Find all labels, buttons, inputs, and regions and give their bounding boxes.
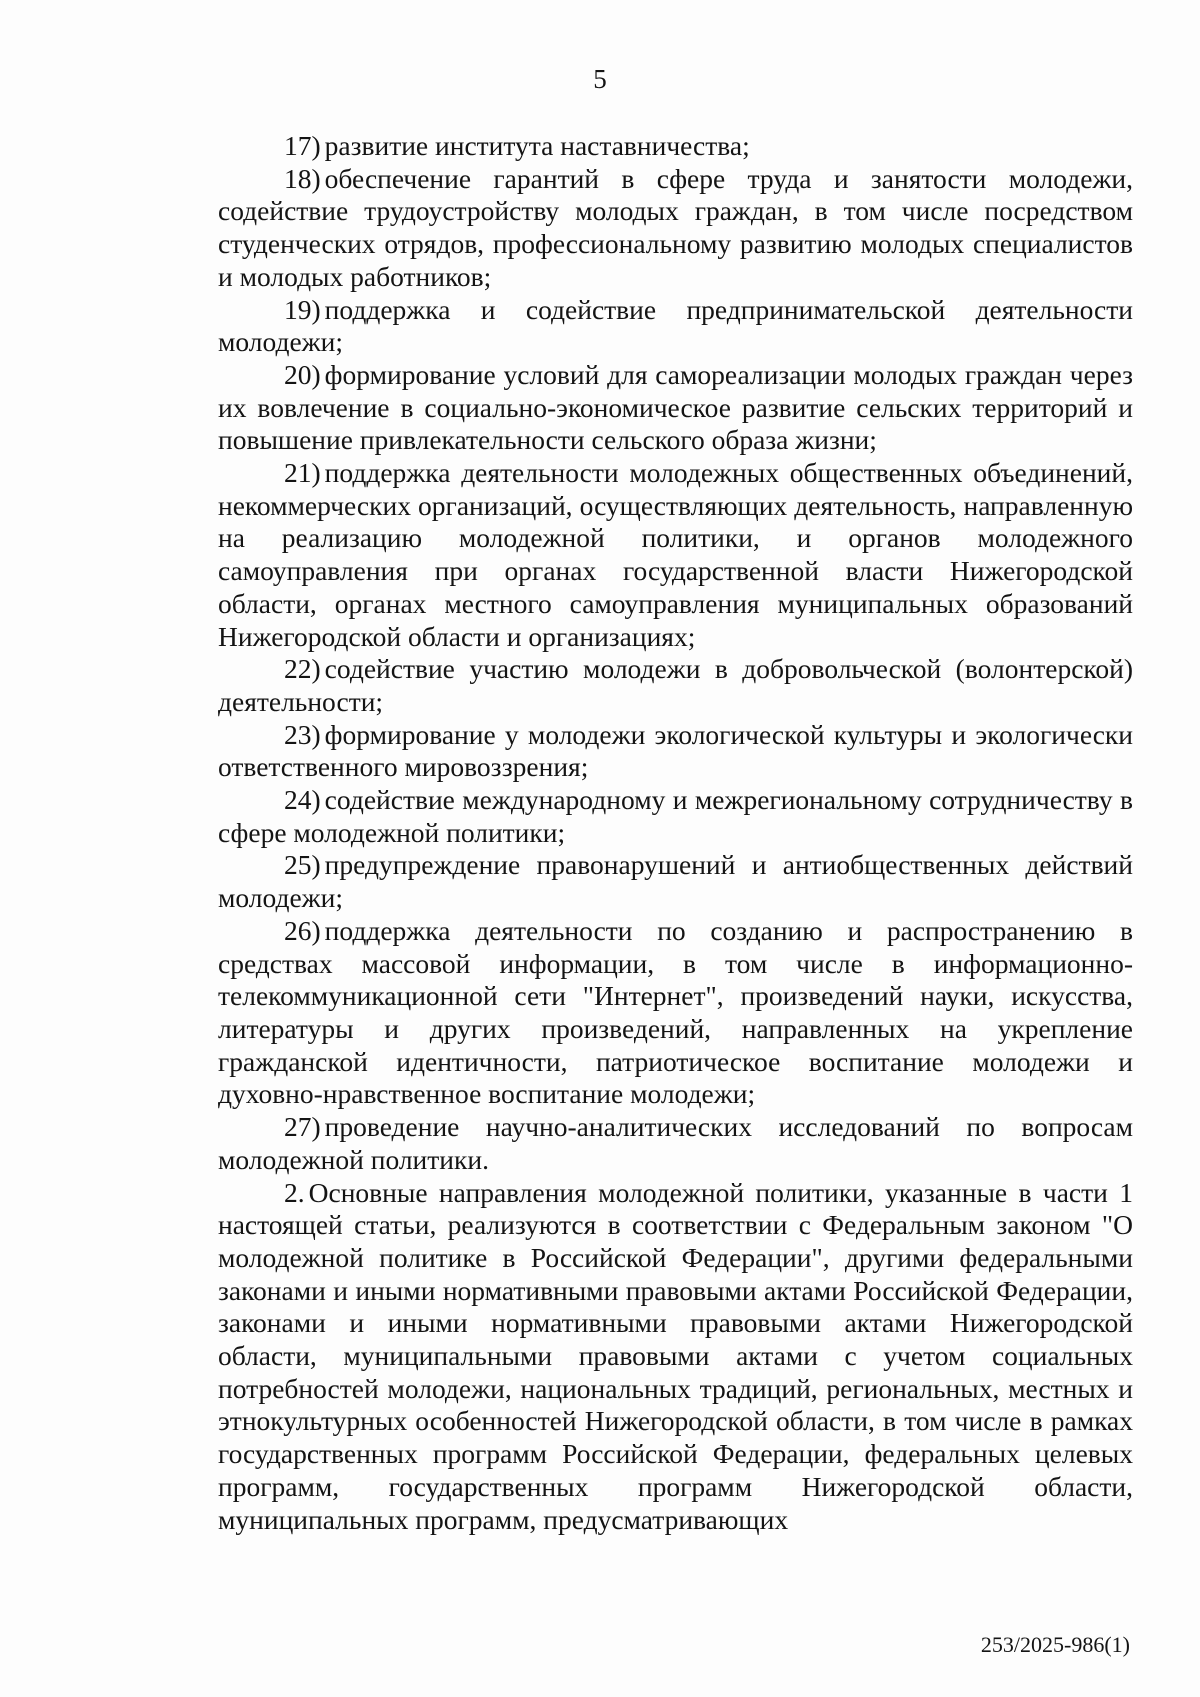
item-number: 19) xyxy=(284,293,321,325)
list-item xyxy=(218,653,1133,718)
item-text: формирование у молодежи экологической культуры и экологически ответственного мировоззрения; xyxy=(218,718,1133,783)
item-number: 26) xyxy=(284,914,321,946)
item-number: 27) xyxy=(284,1111,321,1143)
item-number: 25) xyxy=(284,849,321,881)
item-number: 17) xyxy=(284,130,321,161)
list-item xyxy=(218,130,1133,163)
list-item xyxy=(218,163,1133,294)
item-number: 20) xyxy=(284,358,321,390)
part-number: 2. xyxy=(284,1176,305,1208)
page-number: 5 xyxy=(593,64,607,94)
list-item xyxy=(218,1111,1133,1176)
item-number: 21) xyxy=(284,457,321,489)
item-number: 24) xyxy=(284,784,321,816)
document-code: 253/2025-986(1) xyxy=(980,1632,1130,1657)
item-number: 18) xyxy=(284,162,321,194)
item-text: содействие участию молодежи в добровольческой (волонтерской) деятельности; xyxy=(218,653,1133,717)
list-item xyxy=(218,457,1133,653)
item-text: формирование условий для самореализации молодых граждан через их вовлечение в социально-экономическое развитие сельских территорий и повышение привлекательности сельского образа жизни; xyxy=(218,358,1133,456)
item-number: 23) xyxy=(284,718,321,750)
item-number: 22) xyxy=(284,653,321,685)
item-text: содействие международному и межрегиональному сотрудничеству в сфере молодежной политики; xyxy=(218,784,1133,848)
list-item xyxy=(218,294,1133,359)
list-item xyxy=(218,915,1133,1111)
list-item xyxy=(218,849,1133,914)
list-item xyxy=(218,359,1133,457)
item-text: поддержка и содействие предпринимательской деятельности молодежи; xyxy=(218,293,1133,358)
list-item xyxy=(218,784,1133,849)
item-text: предупреждение правонарушений и антиобщественных действий молодежи; xyxy=(218,849,1133,914)
item-text: обеспечение гарантий в сфере труда и занятости молодежи, содействие трудоустройству молодых граждан, в том числе посредством студенческих отрядов, профессиональному развитию молодых специалистов и молодых работников; xyxy=(218,162,1133,292)
document-body xyxy=(218,130,1133,1536)
item-text: поддержка деятельности по созданию и распространению в средствах массовой информации, в том числе в информационно-телекоммуникационной сети "Интернет", произведений науки, искусства, литературы и других произведений, направленных на укрепление гражданской идентичности, патриотическое воспитание молодежи и духовно-нравственное воспитание молодежи; xyxy=(218,914,1133,1110)
item-text: развитие института наставничества; xyxy=(324,130,750,161)
part-2-paragraph xyxy=(218,1177,1133,1537)
list-item xyxy=(218,719,1133,784)
item-text: поддержка деятельности молодежных общественных объединений, некоммерческих организаций, осуществляющих деятельность, направленную на реализацию молодежной политики, и органов молодежного самоуправления при органах государственной власти Нижегородской области, органах местного самоуправления муниципальных образований Нижегородской области и организациях; xyxy=(218,457,1133,652)
item-text: проведение научно-аналитических исследований по вопросам молодежной политики. xyxy=(218,1111,1133,1175)
part-text: Основные направления молодежной политики, указанные в части 1 настоящей статьи, реализуются в соответствии с Федеральным законом "О молодежной политике в Российской Федерации", другими федеральными законами и иными нормативными правовыми актами Российской Федерации, законами и иными нормативными правовыми актами Нижегородской области, муниципальными правовыми актами с учетом социальных потребностей молодежи, национальных традиций, региональных, местных и этнокультурных особенностей Нижегородской области, в том числе в рамках государственных программ Российской Федерации, федеральных целевых программ, государственных программ Нижегородской области, муниципальных программ, предусматривающих xyxy=(218,1176,1133,1535)
